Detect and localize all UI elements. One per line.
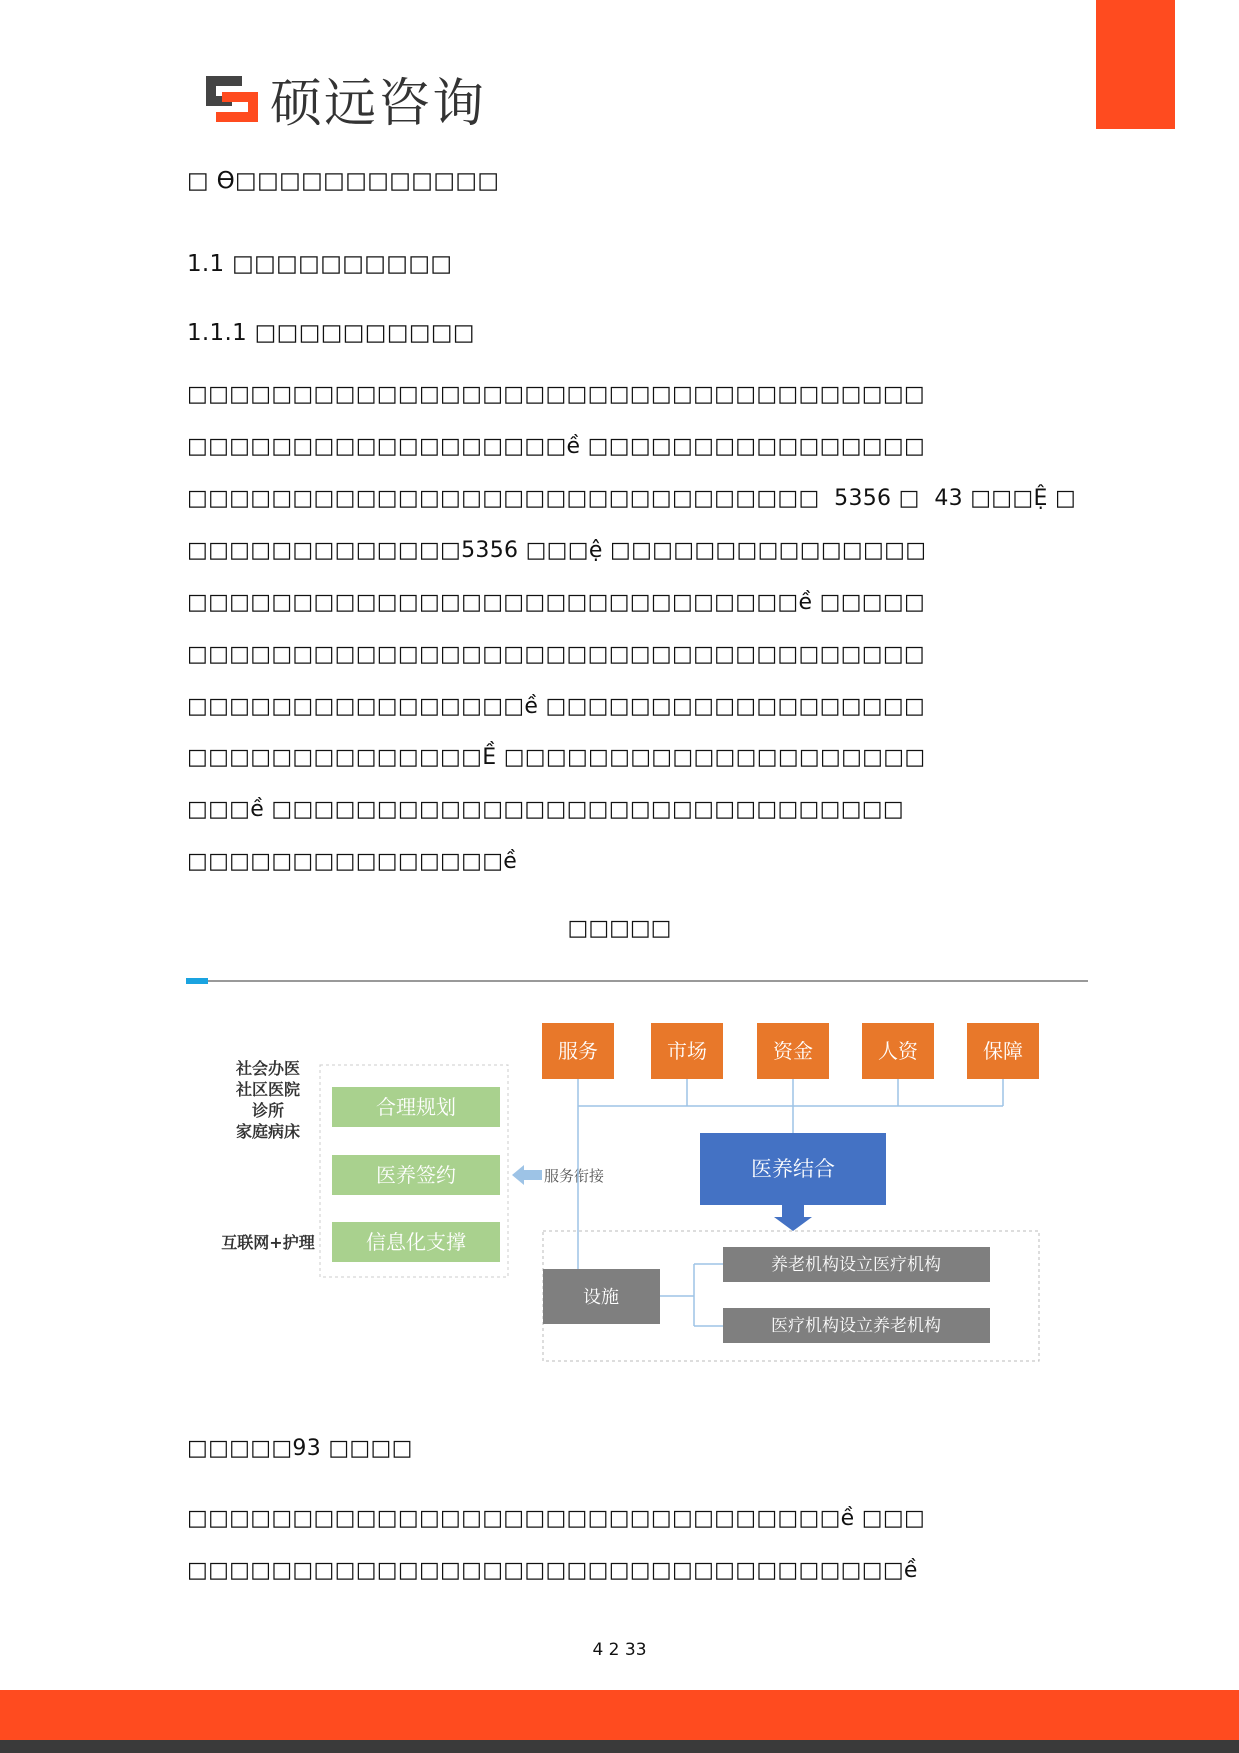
heading-2: 1.1.1 □□□□□□□□□□ bbox=[187, 320, 475, 346]
top-accent-bar bbox=[1096, 0, 1175, 129]
orange-box-label: 资金 bbox=[773, 1039, 813, 1063]
para1-line: □□□□□□□□□□□□□□□□ề □□□□□□□□□□□□□□□□□□ bbox=[187, 694, 926, 719]
logo-mark-icon bbox=[202, 70, 260, 126]
para2-line: □□□□□□□□□□□□□□□□□□□□□□□□□□□□□□□□□□ề bbox=[187, 1558, 918, 1583]
gray-box-label: 医疗机构设立养老机构 bbox=[771, 1316, 941, 1336]
para1-line: □□□□□□□□□□□□□5356 □□□ệ □□□□□□□□□□□□□□□ bbox=[187, 538, 927, 563]
footer-bar bbox=[0, 1690, 1239, 1740]
orange-box-label: 保障 bbox=[983, 1039, 1023, 1063]
medical-elderly-care-diagram bbox=[186, 975, 1088, 1365]
para1-line: □□□□□□□□□□□□□□□□□□ề □□□□□□□□□□□□□□□□ bbox=[187, 434, 926, 459]
figure-source-label: □□□□□93 □□□□ bbox=[187, 1436, 413, 1461]
left-label-bottom: 互联网+护理 bbox=[221, 1233, 315, 1252]
green-box-label: 信息化支撑 bbox=[366, 1230, 466, 1254]
left-label: 社区医院 bbox=[235, 1080, 301, 1099]
para1-line: □□□□□□□□□□□□□□Ề □□□□□□□□□□□□□□□□□□□□ bbox=[187, 745, 926, 770]
green-box-label: 医养签约 bbox=[376, 1163, 456, 1187]
blue-box-label: 医养结合 bbox=[751, 1157, 835, 1181]
gray-box-label: 设施 bbox=[583, 1287, 619, 1308]
left-label: 家庭病床 bbox=[235, 1122, 301, 1141]
para2-line: □□□□□□□□□□□□□□□□□□□□□□□□□□□□□□□ề □□□ bbox=[187, 1506, 926, 1531]
section-title: □ ϴ□□□□□□□□□□□□ bbox=[187, 168, 500, 194]
para1-line: □□□□□□□□□□□□□□□□□□□□□□□□□□□□□□□□□□□ bbox=[187, 382, 926, 407]
green-box-label: 合理规划 bbox=[376, 1095, 456, 1119]
figure-caption: □□□□□ bbox=[567, 916, 672, 941]
para1-line: □□□□□□□□□□□□□□□□□□□□□□□□□□□□□ề □□□□□ bbox=[187, 590, 926, 615]
page-number: 4 2 33 bbox=[592, 1640, 647, 1660]
para1-line: □□□□□□□□□□□□□□□□□□□□□□□□□□□□□□□□□□□ bbox=[187, 642, 926, 667]
arrow-label: 服务衔接 bbox=[544, 1167, 605, 1185]
left-label: 社会办医 bbox=[235, 1059, 301, 1078]
orange-box-label: 市场 bbox=[667, 1039, 707, 1063]
orange-box-label: 服务 bbox=[558, 1039, 598, 1063]
para1-line: □□□□□□□□□□□□□□□ề bbox=[187, 849, 518, 874]
down-arrow-icon bbox=[774, 1205, 812, 1231]
brand-logo bbox=[202, 68, 487, 134]
para1-line: □□□□□□□□□□□□□□□□□□□□□□□□□□□□□□ 5356 □ 43 □□□Ệ □ bbox=[187, 486, 1077, 511]
orange-box-label: 人资 bbox=[878, 1039, 918, 1063]
heading-1: 1.1 □□□□□□□□□□ bbox=[187, 251, 453, 277]
footer-dark-strip bbox=[0, 1740, 1239, 1753]
para1-line: □□□ề □□□□□□□□□□□□□□□□□□□□□□□□□□□□□□ bbox=[187, 797, 904, 822]
left-arrow-icon bbox=[512, 1165, 542, 1185]
left-label: 诊所 bbox=[251, 1101, 285, 1120]
logo-text: 硕远咨询 bbox=[270, 73, 487, 134]
gray-box-label: 养老机构设立医疗机构 bbox=[771, 1255, 941, 1275]
